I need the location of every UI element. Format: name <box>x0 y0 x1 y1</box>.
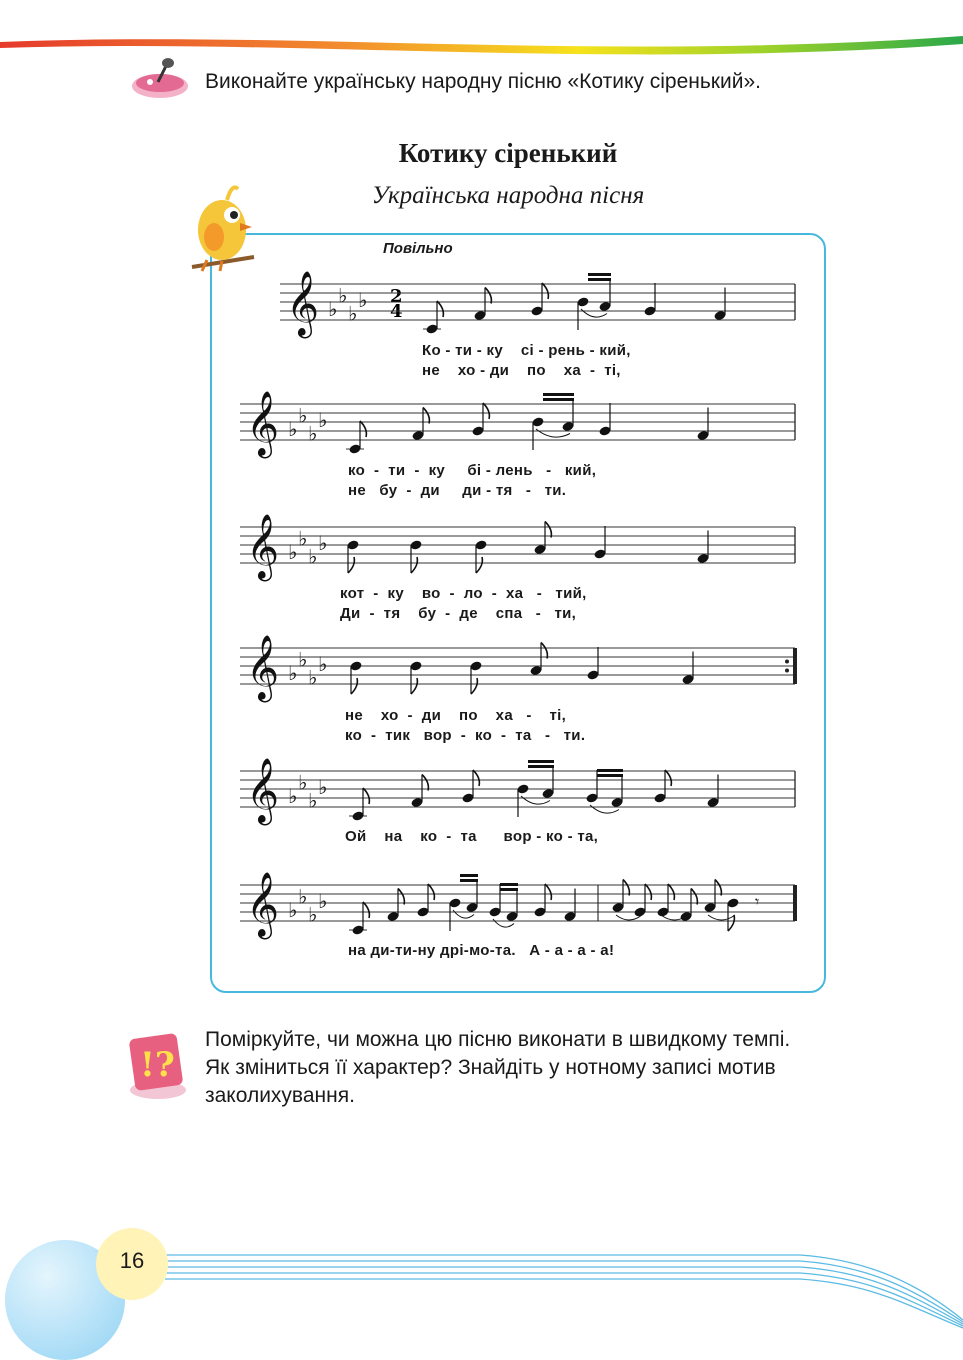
note <box>726 897 739 931</box>
flat-sign: ♭ <box>308 788 318 813</box>
flat-sign: ♭ <box>318 531 328 555</box>
time-signature-bottom: 4 <box>390 301 403 322</box>
treble-clef: 𝄞 <box>246 872 280 937</box>
note <box>576 296 589 330</box>
flat-sign: ♭ <box>318 889 328 913</box>
note <box>533 884 551 918</box>
flat-sign: ♭ <box>298 884 308 909</box>
flat-sign: ♭ <box>358 288 368 312</box>
staff <box>280 271 795 338</box>
note <box>349 660 362 694</box>
note <box>346 539 359 573</box>
note <box>474 539 487 573</box>
staff <box>240 391 795 458</box>
note <box>656 884 674 918</box>
note <box>530 283 548 317</box>
question-text <box>205 1026 895 1110</box>
lyrics-line: Ой на ко - та вор - ко - та, <box>345 828 599 845</box>
question-exclamation-icon <box>124 1030 190 1102</box>
flat-sign: ♭ <box>298 403 308 428</box>
note <box>461 770 479 804</box>
flat-sign: ♭ <box>308 665 318 690</box>
eighth-rest: 𝄾 <box>755 892 760 911</box>
flat-sign: ♭ <box>298 770 308 795</box>
lyrics-line: на ди-ти-ну дрі-мо-та. А - а - а - а! <box>348 942 615 959</box>
time-signature-top: 2 <box>390 286 403 307</box>
question-line: Як зміниться її характер? Знайдіть у нотному записі мотив <box>205 1056 776 1079</box>
lyrics-line: ко - тик вор - ко - та - ти. <box>345 727 586 744</box>
flat-sign: ♭ <box>288 898 298 922</box>
treble-clef: 𝄞 <box>246 635 280 700</box>
flat-sign: ♭ <box>318 408 328 432</box>
staff <box>240 514 795 581</box>
note <box>593 526 606 560</box>
flat-sign: ♭ <box>298 647 308 672</box>
note <box>471 403 489 437</box>
tempo-marking: Повільно <box>383 240 453 257</box>
flat-sign: ♭ <box>318 652 328 676</box>
staff <box>240 635 797 702</box>
flat-sign: ♭ <box>298 526 308 551</box>
svg-text:!?: !? <box>140 1045 175 1085</box>
question-line: заколихування. <box>205 1084 355 1107</box>
flat-sign: ♭ <box>288 784 298 808</box>
lyrics-line: ко - ти - ку бі - лень - кий, <box>348 462 597 479</box>
flat-sign: ♭ <box>338 283 348 308</box>
flat-sign: ♭ <box>308 544 318 569</box>
flat-sign: ♭ <box>328 297 338 321</box>
lyrics-line: Ко - ти - ку сі - рень - кий, <box>422 342 631 359</box>
treble-clef: 𝄞 <box>246 391 280 456</box>
flat-sign: ♭ <box>308 902 318 927</box>
note <box>409 660 422 694</box>
note <box>416 884 434 918</box>
note <box>448 897 461 931</box>
note <box>349 902 369 936</box>
flat-sign: ♭ <box>288 417 298 441</box>
note <box>469 660 482 694</box>
lyrics-line: кот - ку во - ло - ха - тий, <box>340 585 587 602</box>
flat-sign: ♭ <box>288 540 298 564</box>
song-subtitle: Українська народна пісня <box>371 182 645 209</box>
instruction-text: Виконайте українську народну пісню «Котику сіренький». <box>205 70 761 93</box>
treble-clef: 𝄞 <box>246 514 280 579</box>
flat-sign: ♭ <box>318 775 328 799</box>
note <box>346 421 366 455</box>
note <box>633 884 651 918</box>
song-title: Котику сіренький <box>398 138 618 168</box>
note <box>349 788 369 822</box>
note <box>598 403 611 437</box>
treble-clef: 𝄞 <box>246 758 280 823</box>
lyrics-line: Ди - тя бу - де спа - ти, <box>340 605 577 622</box>
note <box>643 283 656 317</box>
note <box>409 539 422 573</box>
note <box>585 770 598 804</box>
flat-sign: ♭ <box>288 661 298 685</box>
staff <box>240 758 795 825</box>
note <box>653 770 671 804</box>
treble-clef: 𝄞 <box>286 271 320 336</box>
lyrics-line: не хо - ди по ха - ті, <box>422 362 621 379</box>
lyrics-line: не бу - ди ди - тя - ти. <box>348 482 567 499</box>
question-line: Поміркуйте, чи можна цю пісню виконати в швидкому темпі. <box>205 1028 791 1051</box>
flat-sign: ♭ <box>348 301 358 326</box>
page-number: 16 <box>119 1248 145 1273</box>
note <box>423 301 443 335</box>
flat-sign: ♭ <box>308 421 318 446</box>
note <box>516 783 529 817</box>
lyrics-line: не хо - ди по ха - ті, <box>345 707 567 724</box>
staff <box>240 872 797 939</box>
note <box>586 647 599 681</box>
note <box>488 884 501 918</box>
